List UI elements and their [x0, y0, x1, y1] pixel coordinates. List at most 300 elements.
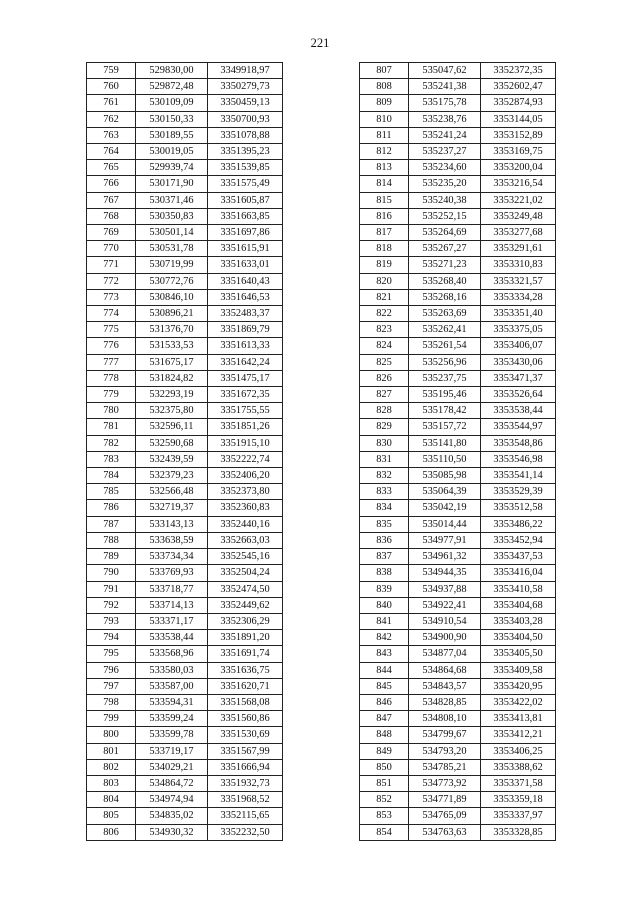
point-number-cell: 827 [360, 387, 409, 403]
point-number-cell: 818 [360, 241, 409, 257]
y-coordinate-cell: 3352474,50 [208, 581, 283, 597]
x-coordinate-cell: 532379,23 [136, 468, 208, 484]
table-row [87, 565, 283, 581]
point-number-cell: 784 [87, 468, 136, 484]
point-number-cell: 778 [87, 370, 136, 386]
table-row [87, 694, 283, 710]
x-coordinate-cell: 531824,82 [136, 370, 208, 386]
table-row [360, 160, 556, 176]
point-number-cell: 840 [360, 597, 409, 613]
y-coordinate-cell: 3351530,69 [208, 727, 283, 743]
y-coordinate-cell: 3351697,86 [208, 225, 283, 241]
y-coordinate-cell: 3352602,47 [481, 79, 556, 95]
y-coordinate-cell: 3351640,43 [208, 273, 283, 289]
x-coordinate-cell: 534835,02 [136, 808, 208, 824]
y-coordinate-cell: 3351915,10 [208, 435, 283, 451]
x-coordinate-cell: 532719,37 [136, 500, 208, 516]
x-coordinate-cell: 533580,03 [136, 662, 208, 678]
x-coordinate-cell: 534785,21 [409, 759, 481, 775]
table-row [360, 759, 556, 775]
point-number-cell: 772 [87, 273, 136, 289]
point-number-cell: 826 [360, 370, 409, 386]
point-number-cell: 837 [360, 549, 409, 565]
x-coordinate-cell: 530719,99 [136, 257, 208, 273]
point-number-cell: 853 [360, 808, 409, 824]
x-coordinate-cell: 533719,17 [136, 743, 208, 759]
point-number-cell: 794 [87, 630, 136, 646]
point-number-cell: 807 [360, 63, 409, 79]
table-row [360, 451, 556, 467]
y-coordinate-cell: 3352874,93 [481, 95, 556, 111]
y-coordinate-cell: 3351575,49 [208, 176, 283, 192]
table-row [87, 95, 283, 111]
y-coordinate-cell: 3353169,75 [481, 144, 556, 160]
point-number-cell: 804 [87, 792, 136, 808]
y-coordinate-cell: 3351646,53 [208, 289, 283, 305]
point-number-cell: 798 [87, 694, 136, 710]
point-number-cell: 808 [360, 79, 409, 95]
y-coordinate-cell: 3353471,37 [481, 370, 556, 386]
point-number-cell: 795 [87, 646, 136, 662]
y-coordinate-cell: 3351691,74 [208, 646, 283, 662]
table-row [87, 549, 283, 565]
table-row [360, 549, 556, 565]
point-number-cell: 815 [360, 192, 409, 208]
point-number-cell: 841 [360, 613, 409, 629]
point-number-cell: 793 [87, 613, 136, 629]
table-row [87, 192, 283, 208]
x-coordinate-cell: 535042,19 [409, 500, 481, 516]
point-number-cell: 842 [360, 630, 409, 646]
point-number-cell: 790 [87, 565, 136, 581]
x-coordinate-cell: 531675,17 [136, 354, 208, 370]
y-coordinate-cell: 3351851,26 [208, 419, 283, 435]
table-row [360, 127, 556, 143]
table-row [360, 225, 556, 241]
y-coordinate-cell: 3353403,28 [481, 613, 556, 629]
x-coordinate-cell: 533718,77 [136, 581, 208, 597]
y-coordinate-cell: 3351642,24 [208, 354, 283, 370]
x-coordinate-cell: 532590,68 [136, 435, 208, 451]
point-number-cell: 813 [360, 160, 409, 176]
point-number-cell: 844 [360, 662, 409, 678]
table-row [360, 630, 556, 646]
point-number-cell: 829 [360, 419, 409, 435]
table-row [360, 581, 556, 597]
x-coordinate-cell: 533714,13 [136, 597, 208, 613]
table-row [87, 759, 283, 775]
y-coordinate-cell: 3351891,20 [208, 630, 283, 646]
point-number-cell: 771 [87, 257, 136, 273]
point-number-cell: 836 [360, 532, 409, 548]
y-coordinate-cell: 3353529,39 [481, 484, 556, 500]
point-number-cell: 846 [360, 694, 409, 710]
table-row [360, 694, 556, 710]
y-coordinate-cell: 3351560,86 [208, 711, 283, 727]
y-coordinate-cell: 3353512,58 [481, 500, 556, 516]
x-coordinate-cell: 533594,31 [136, 694, 208, 710]
table-row [360, 808, 556, 824]
table-row [360, 646, 556, 662]
table-row [87, 532, 283, 548]
point-number-cell: 779 [87, 387, 136, 403]
y-coordinate-cell: 3353337,97 [481, 808, 556, 824]
point-number-cell: 781 [87, 419, 136, 435]
x-coordinate-cell: 535241,24 [409, 127, 481, 143]
x-coordinate-cell: 535047,62 [409, 63, 481, 79]
y-coordinate-cell: 3353526,64 [481, 387, 556, 403]
point-number-cell: 800 [87, 727, 136, 743]
x-coordinate-cell: 530350,83 [136, 208, 208, 224]
table-row [360, 370, 556, 386]
point-number-cell: 759 [87, 63, 136, 79]
x-coordinate-cell: 535014,44 [409, 516, 481, 532]
x-coordinate-cell: 535141,80 [409, 435, 481, 451]
table-row [87, 484, 283, 500]
point-number-cell: 762 [87, 111, 136, 127]
y-coordinate-cell: 3352115,65 [208, 808, 283, 824]
y-coordinate-cell: 3351636,75 [208, 662, 283, 678]
x-coordinate-cell: 535085,98 [409, 468, 481, 484]
point-number-cell: 769 [87, 225, 136, 241]
table-row [87, 241, 283, 257]
x-coordinate-cell: 535256,96 [409, 354, 481, 370]
y-coordinate-cell: 3353277,68 [481, 225, 556, 241]
table-row [360, 208, 556, 224]
point-number-cell: 773 [87, 289, 136, 305]
table-row [360, 775, 556, 791]
point-number-cell: 799 [87, 711, 136, 727]
table-row [360, 111, 556, 127]
point-number-cell: 782 [87, 435, 136, 451]
y-coordinate-cell: 3352306,29 [208, 613, 283, 629]
x-coordinate-cell: 534900,90 [409, 630, 481, 646]
y-coordinate-cell: 3350700,93 [208, 111, 283, 127]
x-coordinate-cell: 535262,41 [409, 322, 481, 338]
table-row [360, 613, 556, 629]
x-coordinate-cell: 535234,60 [409, 160, 481, 176]
point-number-cell: 764 [87, 144, 136, 160]
table-row [360, 711, 556, 727]
y-coordinate-cell: 3353328,85 [481, 824, 556, 840]
x-coordinate-cell: 534808,10 [409, 711, 481, 727]
table-row [87, 111, 283, 127]
table-row [360, 500, 556, 516]
y-coordinate-cell: 3351968,52 [208, 792, 283, 808]
x-coordinate-cell: 534877,04 [409, 646, 481, 662]
table-row [360, 257, 556, 273]
point-number-cell: 811 [360, 127, 409, 143]
x-coordinate-cell: 532293,19 [136, 387, 208, 403]
x-coordinate-cell: 531376,70 [136, 322, 208, 338]
point-number-cell: 850 [360, 759, 409, 775]
x-coordinate-cell: 529939,74 [136, 160, 208, 176]
x-coordinate-cell: 535263,69 [409, 306, 481, 322]
y-coordinate-cell: 3353422,02 [481, 694, 556, 710]
x-coordinate-cell: 534977,91 [409, 532, 481, 548]
x-coordinate-cell: 529830,00 [136, 63, 208, 79]
y-coordinate-cell: 3353334,28 [481, 289, 556, 305]
y-coordinate-cell: 3353291,61 [481, 241, 556, 257]
x-coordinate-cell: 535240,38 [409, 192, 481, 208]
table-row [87, 516, 283, 532]
x-coordinate-cell: 533599,24 [136, 711, 208, 727]
point-number-cell: 825 [360, 354, 409, 370]
x-coordinate-cell: 532596,11 [136, 419, 208, 435]
point-number-cell: 832 [360, 468, 409, 484]
point-number-cell: 828 [360, 403, 409, 419]
y-coordinate-cell: 3352406,20 [208, 468, 283, 484]
y-coordinate-cell: 3352232,50 [208, 824, 283, 840]
table-row [87, 289, 283, 305]
table-row [87, 322, 283, 338]
y-coordinate-cell: 3353546,98 [481, 451, 556, 467]
point-number-cell: 787 [87, 516, 136, 532]
table-row [360, 435, 556, 451]
y-coordinate-cell: 3353420,95 [481, 678, 556, 694]
y-coordinate-cell: 3351633,01 [208, 257, 283, 273]
x-coordinate-cell: 535271,23 [409, 257, 481, 273]
x-coordinate-cell: 535238,76 [409, 111, 481, 127]
y-coordinate-cell: 3351932,73 [208, 775, 283, 791]
table-row [360, 338, 556, 354]
coordinates-table-left [86, 62, 283, 841]
table-row [87, 387, 283, 403]
y-coordinate-cell: 3353437,53 [481, 549, 556, 565]
point-number-cell: 803 [87, 775, 136, 791]
y-coordinate-cell: 3353371,58 [481, 775, 556, 791]
x-coordinate-cell: 533568,96 [136, 646, 208, 662]
table-row [360, 306, 556, 322]
y-coordinate-cell: 3352372,35 [481, 63, 556, 79]
table-row [87, 419, 283, 435]
x-coordinate-cell: 534974,94 [136, 792, 208, 808]
table-row [87, 403, 283, 419]
y-coordinate-cell: 3353548,86 [481, 435, 556, 451]
x-coordinate-cell: 530371,46 [136, 192, 208, 208]
point-number-cell: 765 [87, 160, 136, 176]
x-coordinate-cell: 533587,00 [136, 678, 208, 694]
y-coordinate-cell: 3353310,83 [481, 257, 556, 273]
table-row [360, 144, 556, 160]
point-number-cell: 838 [360, 565, 409, 581]
x-coordinate-cell: 535241,38 [409, 79, 481, 95]
point-number-cell: 824 [360, 338, 409, 354]
x-coordinate-cell: 535237,75 [409, 370, 481, 386]
point-number-cell: 831 [360, 451, 409, 467]
point-number-cell: 852 [360, 792, 409, 808]
table-row [87, 581, 283, 597]
y-coordinate-cell: 3353351,40 [481, 306, 556, 322]
coordinates-table-right [359, 62, 556, 841]
point-number-cell: 789 [87, 549, 136, 565]
table-row [360, 289, 556, 305]
table-row [360, 597, 556, 613]
y-coordinate-cell: 3353200,04 [481, 160, 556, 176]
table-row [360, 565, 556, 581]
y-coordinate-cell: 3351078,88 [208, 127, 283, 143]
x-coordinate-cell: 530109,09 [136, 95, 208, 111]
point-number-cell: 833 [360, 484, 409, 500]
x-coordinate-cell: 534864,72 [136, 775, 208, 791]
table-row [360, 63, 556, 79]
point-number-cell: 821 [360, 289, 409, 305]
table-row [360, 743, 556, 759]
y-coordinate-cell: 3352483,37 [208, 306, 283, 322]
point-number-cell: 792 [87, 597, 136, 613]
y-coordinate-cell: 3353416,04 [481, 565, 556, 581]
point-number-cell: 839 [360, 581, 409, 597]
x-coordinate-cell: 535178,42 [409, 403, 481, 419]
y-coordinate-cell: 3353406,07 [481, 338, 556, 354]
y-coordinate-cell: 3353404,68 [481, 597, 556, 613]
y-coordinate-cell: 3349918,97 [208, 63, 283, 79]
x-coordinate-cell: 534930,32 [136, 824, 208, 840]
table-row [87, 306, 283, 322]
y-coordinate-cell: 3353412,21 [481, 727, 556, 743]
x-coordinate-cell: 533538,44 [136, 630, 208, 646]
point-number-cell: 822 [360, 306, 409, 322]
point-number-cell: 830 [360, 435, 409, 451]
point-number-cell: 835 [360, 516, 409, 532]
y-coordinate-cell: 3351869,79 [208, 322, 283, 338]
x-coordinate-cell: 535235,20 [409, 176, 481, 192]
point-number-cell: 766 [87, 176, 136, 192]
table-row [87, 160, 283, 176]
table-row [87, 63, 283, 79]
table-row [87, 597, 283, 613]
y-coordinate-cell: 3351567,99 [208, 743, 283, 759]
table-row [360, 192, 556, 208]
y-coordinate-cell: 3352360,83 [208, 500, 283, 516]
table-row [360, 79, 556, 95]
table-row [360, 241, 556, 257]
point-number-cell: 761 [87, 95, 136, 111]
point-number-cell: 810 [360, 111, 409, 127]
x-coordinate-cell: 530896,21 [136, 306, 208, 322]
x-coordinate-cell: 535268,16 [409, 289, 481, 305]
x-coordinate-cell: 532566,48 [136, 484, 208, 500]
y-coordinate-cell: 3351755,55 [208, 403, 283, 419]
point-number-cell: 777 [87, 354, 136, 370]
table-row [360, 532, 556, 548]
x-coordinate-cell: 535261,54 [409, 338, 481, 354]
point-number-cell: 854 [360, 824, 409, 840]
y-coordinate-cell: 3353375,05 [481, 322, 556, 338]
point-number-cell: 796 [87, 662, 136, 678]
point-number-cell: 797 [87, 678, 136, 694]
point-number-cell: 819 [360, 257, 409, 273]
point-number-cell: 802 [87, 759, 136, 775]
point-number-cell: 848 [360, 727, 409, 743]
x-coordinate-cell: 533599,78 [136, 727, 208, 743]
x-coordinate-cell: 534944,35 [409, 565, 481, 581]
x-coordinate-cell: 530171,90 [136, 176, 208, 192]
x-coordinate-cell: 535064,39 [409, 484, 481, 500]
x-coordinate-cell: 535264,69 [409, 225, 481, 241]
table-row [87, 338, 283, 354]
table-row [87, 500, 283, 516]
point-number-cell: 817 [360, 225, 409, 241]
table-row [87, 613, 283, 629]
y-coordinate-cell: 3352663,03 [208, 532, 283, 548]
point-number-cell: 775 [87, 322, 136, 338]
x-coordinate-cell: 535157,72 [409, 419, 481, 435]
y-coordinate-cell: 3353405,50 [481, 646, 556, 662]
point-number-cell: 783 [87, 451, 136, 467]
x-coordinate-cell: 535195,46 [409, 387, 481, 403]
x-coordinate-cell: 529872,48 [136, 79, 208, 95]
x-coordinate-cell: 534029,21 [136, 759, 208, 775]
point-number-cell: 843 [360, 646, 409, 662]
y-coordinate-cell: 3352449,62 [208, 597, 283, 613]
y-coordinate-cell: 3353452,94 [481, 532, 556, 548]
x-coordinate-cell: 531533,53 [136, 338, 208, 354]
point-number-cell: 812 [360, 144, 409, 160]
table-row [360, 95, 556, 111]
x-coordinate-cell: 530150,33 [136, 111, 208, 127]
x-coordinate-cell: 535175,78 [409, 95, 481, 111]
x-coordinate-cell: 534828,85 [409, 694, 481, 710]
table-row [87, 630, 283, 646]
y-coordinate-cell: 3353410,58 [481, 581, 556, 597]
point-number-cell: 851 [360, 775, 409, 791]
y-coordinate-cell: 3353413,81 [481, 711, 556, 727]
y-coordinate-cell: 3351539,85 [208, 160, 283, 176]
y-coordinate-cell: 3353216,54 [481, 176, 556, 192]
table-row [360, 403, 556, 419]
point-number-cell: 809 [360, 95, 409, 111]
y-coordinate-cell: 3351395,23 [208, 144, 283, 160]
x-coordinate-cell: 534864,68 [409, 662, 481, 678]
x-coordinate-cell: 534937,88 [409, 581, 481, 597]
table-row [87, 468, 283, 484]
table-row [360, 727, 556, 743]
point-number-cell: 791 [87, 581, 136, 597]
y-coordinate-cell: 3351672,35 [208, 387, 283, 403]
x-coordinate-cell: 534763,63 [409, 824, 481, 840]
point-number-cell: 780 [87, 403, 136, 419]
x-coordinate-cell: 535268,40 [409, 273, 481, 289]
x-coordinate-cell: 535252,15 [409, 208, 481, 224]
table-row [87, 144, 283, 160]
point-number-cell: 814 [360, 176, 409, 192]
table-row [87, 662, 283, 678]
y-coordinate-cell: 3351475,17 [208, 370, 283, 386]
point-number-cell: 816 [360, 208, 409, 224]
point-number-cell: 760 [87, 79, 136, 95]
y-coordinate-cell: 3353406,25 [481, 743, 556, 759]
point-number-cell: 763 [87, 127, 136, 143]
x-coordinate-cell: 534765,09 [409, 808, 481, 824]
point-number-cell: 845 [360, 678, 409, 694]
x-coordinate-cell: 534910,54 [409, 613, 481, 629]
point-number-cell: 834 [360, 500, 409, 516]
point-number-cell: 785 [87, 484, 136, 500]
table-row [87, 435, 283, 451]
y-coordinate-cell: 3353541,14 [481, 468, 556, 484]
table-row [87, 451, 283, 467]
x-coordinate-cell: 534961,32 [409, 549, 481, 565]
y-coordinate-cell: 3353486,22 [481, 516, 556, 532]
table-row [87, 824, 283, 840]
y-coordinate-cell: 3352373,80 [208, 484, 283, 500]
point-number-cell: 806 [87, 824, 136, 840]
x-coordinate-cell: 534843,57 [409, 678, 481, 694]
point-number-cell: 823 [360, 322, 409, 338]
point-number-cell: 847 [360, 711, 409, 727]
table-row [87, 678, 283, 694]
